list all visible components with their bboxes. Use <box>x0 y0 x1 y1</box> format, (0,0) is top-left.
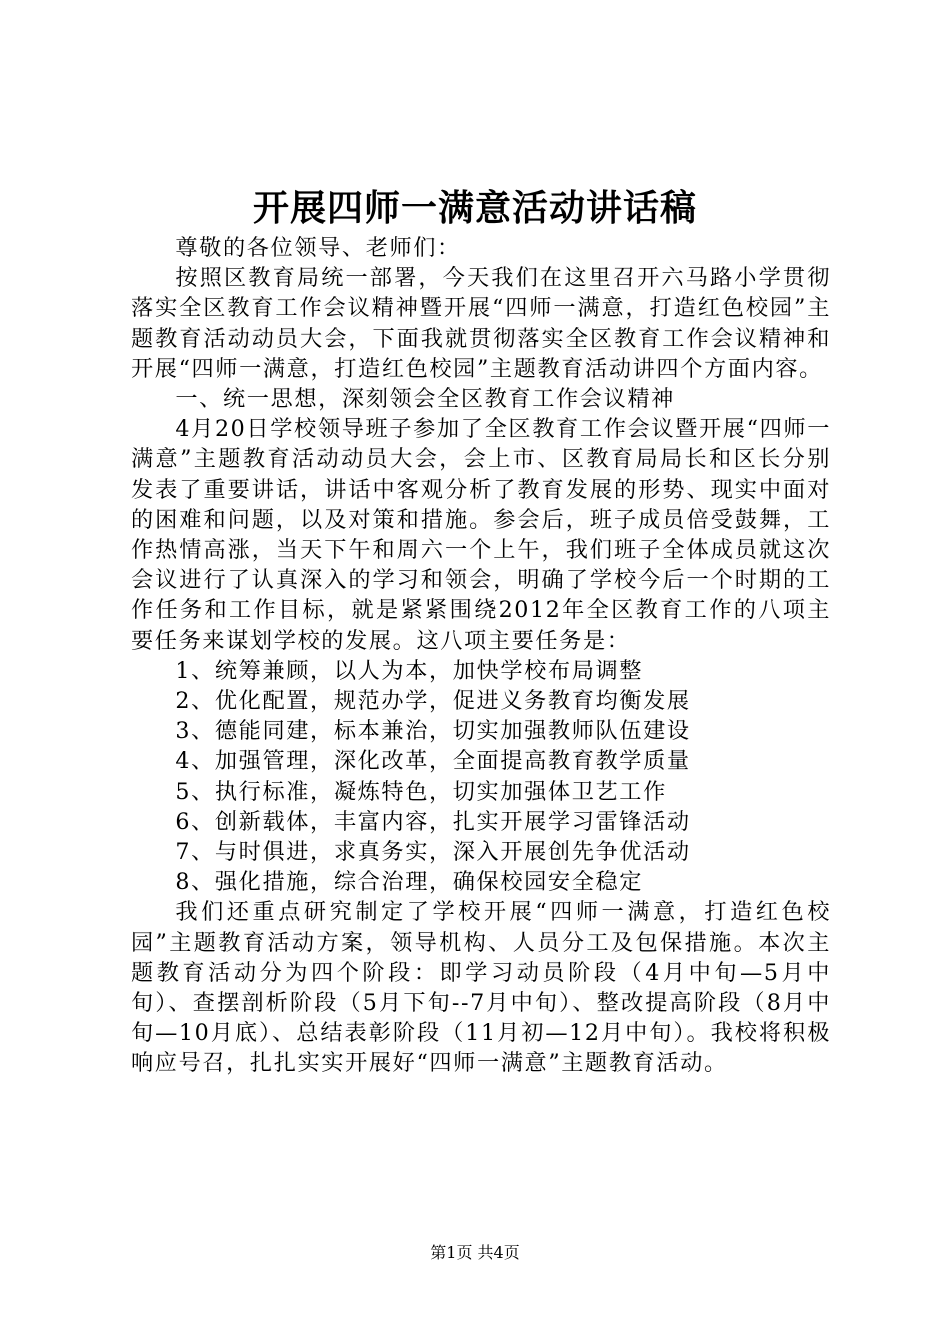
task-list-item: 4、加强管理，深化改革，全面提高教育教学质量 <box>175 748 691 775</box>
task-list-item: 6、创新载体，丰富内容，扎实开展学习雷锋活动 <box>175 808 691 835</box>
document-title: 开展四师一满意活动讲话稿 <box>252 187 697 229</box>
greeting-paragraph: 尊敬的各位领导、老师们： <box>175 235 461 261</box>
page-footer: 第1页 共4页 <box>430 1243 520 1262</box>
document-body <box>131 233 831 1079</box>
task-list-item: 8、强化措施，综合治理，确保校园安全稳定 <box>175 869 644 896</box>
task-list-item: 3、德能同建，标本兼治，切实加强教师队伍建设 <box>175 718 691 745</box>
body-paragraph: 4月20日学校领导班子参加了全区教育工作会议暨开展“四师一满意”主题教育活动动员大会，会上市、区教育局局长和区长分别发表了重要讲话，讲话中客观分析了教育发展的形势、现实中面对的困难和问题，以及对策和措施。参会后，班子成员倍受鼓舞，工作热情高涨，当天下午和周六一个上午，我们班子全体成员就这次会议进行了认真深入的学习和领会，明确了学校今后一个时期的工作任务和工作目标，就是紧紧围绕2012年全区教育工作的八项主要任务来谋划学校的发展。这八项主要任务是： <box>131 416 831 654</box>
task-list-item: 5、执行标准，凝炼特色，切实加强体卫艺工作 <box>175 778 667 805</box>
intro-paragraph: 按照区教育局统一部署，今天我们在这里召开六马路小学贯彻落实全区教育工作会议精神暨开展“四师一满意，打造红色校园”主题教育活动动员大会，下面我就贯彻落实全区教育工作会议精神和开展“四师一满意，打造红色校园”主题教育活动讲四个方面内容。 <box>131 265 831 382</box>
task-list-item: 7、与时俱进，求真务实，深入开展创先争优活动 <box>175 839 691 866</box>
task-list-item: 1、统筹兼顾，以人为本，加快学校布局调整 <box>175 657 644 684</box>
section-heading: 一、统一思想，深刻领会全区教育工作会议精神 <box>175 386 675 413</box>
body-paragraph: 我们还重点研究制定了学校开展“四师一满意，打造红色校园”主题教育活动方案，领导机构、人员分工及包保措施。本次主题教育活动分为四个阶段：即学习动员阶段（4月中旬—5月中旬）、查摆剖析阶段（5月下旬--7月中旬）、整改提高阶段（8月中旬—10月底）、总结表彰阶段（11月初—12月中旬）。我校将积极响应号召，扎扎实实开展好“四师一满意”主题教育活动。 <box>131 899 831 1077</box>
task-list-item: 2、优化配置，规范办学，促进义务教育均衡发展 <box>175 688 691 715</box>
